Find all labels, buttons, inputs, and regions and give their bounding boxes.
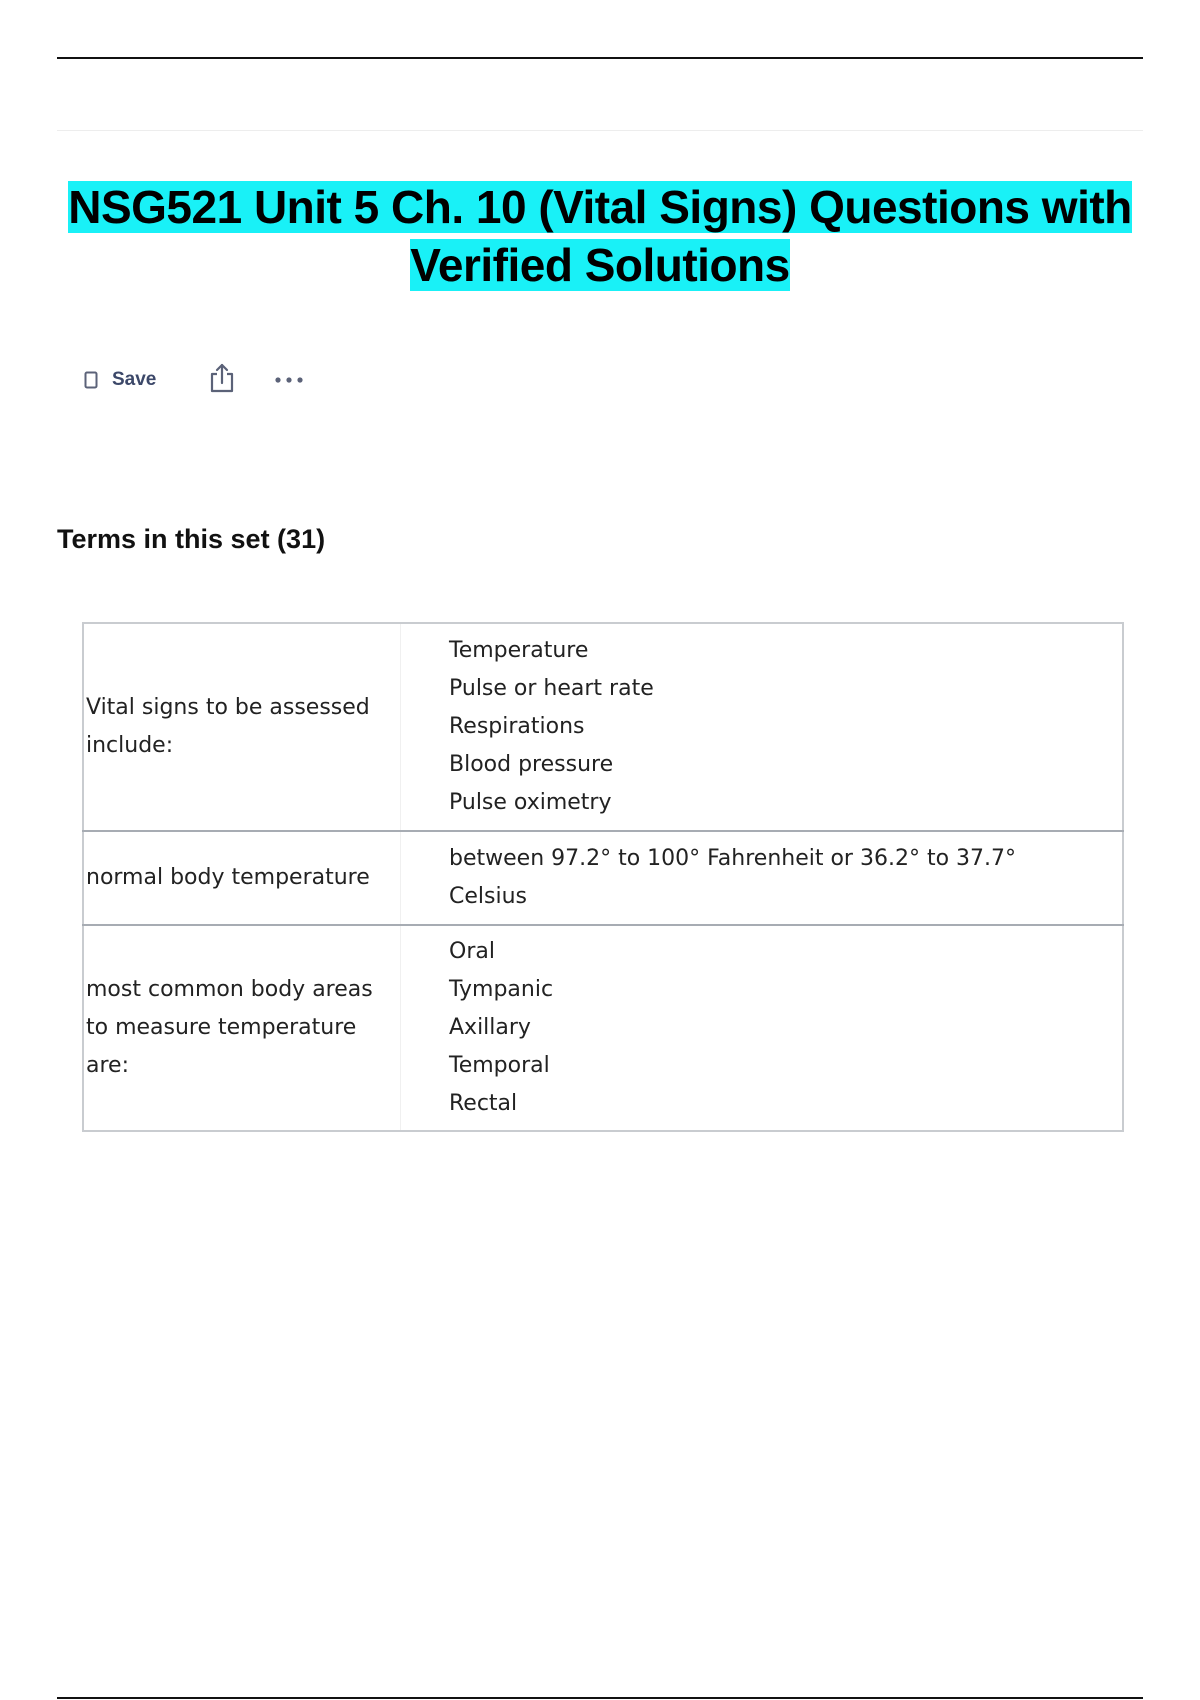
header-divider — [57, 130, 1143, 131]
definition-line: Temperature — [449, 638, 589, 663]
definition-line: Blood pressure — [449, 752, 614, 777]
term-row[interactable] — [83, 925, 1123, 1131]
save-button[interactable] — [84, 369, 156, 391]
definition-line: Oral — [449, 939, 495, 964]
term-row[interactable] — [83, 623, 1123, 831]
title-line-1: NSG521 Unit 5 Ch. 10 (Vital Signs) Questions with — [68, 181, 1132, 233]
definition-line: Pulse or heart rate — [449, 676, 654, 701]
term-text: Vital signs to be assessed include: — [83, 623, 401, 831]
definition-line: Respirations — [449, 714, 585, 739]
save-label: Save — [112, 369, 157, 390]
definition-line: Pulse oximetry — [449, 790, 612, 815]
top-rule — [57, 57, 1143, 59]
definition-line: Rectal — [449, 1091, 518, 1116]
share-icon — [208, 362, 236, 399]
more-options-button[interactable] — [274, 371, 304, 389]
term-text: most common body areas to measure temperature are: — [83, 925, 401, 1131]
action-toolbar — [84, 365, 304, 395]
definition-cell — [401, 925, 1124, 1131]
terms-table — [82, 622, 1124, 1132]
page-title — [57, 178, 1143, 294]
terms-heading: Terms in this set (31) — [57, 524, 326, 554]
definition-line: Axillary — [449, 1015, 531, 1040]
more-icon — [274, 371, 304, 389]
share-button[interactable] — [208, 362, 236, 399]
definition-line: Tympanic — [449, 977, 554, 1002]
term-row[interactable] — [83, 831, 1123, 925]
definition-line: Celsius — [449, 884, 527, 909]
bookmark-icon — [84, 371, 98, 389]
bottom-rule — [57, 1697, 1143, 1699]
definition-cell — [401, 623, 1124, 831]
definition-line: Temporal — [449, 1053, 550, 1078]
title-line-2: Verified Solutions — [410, 239, 790, 291]
definition-line: between 97.2° to 100° Fahrenheit or 36.2° to 37.7° — [449, 846, 1017, 871]
term-text: normal body temperature — [83, 831, 401, 925]
definition-cell — [401, 831, 1124, 925]
